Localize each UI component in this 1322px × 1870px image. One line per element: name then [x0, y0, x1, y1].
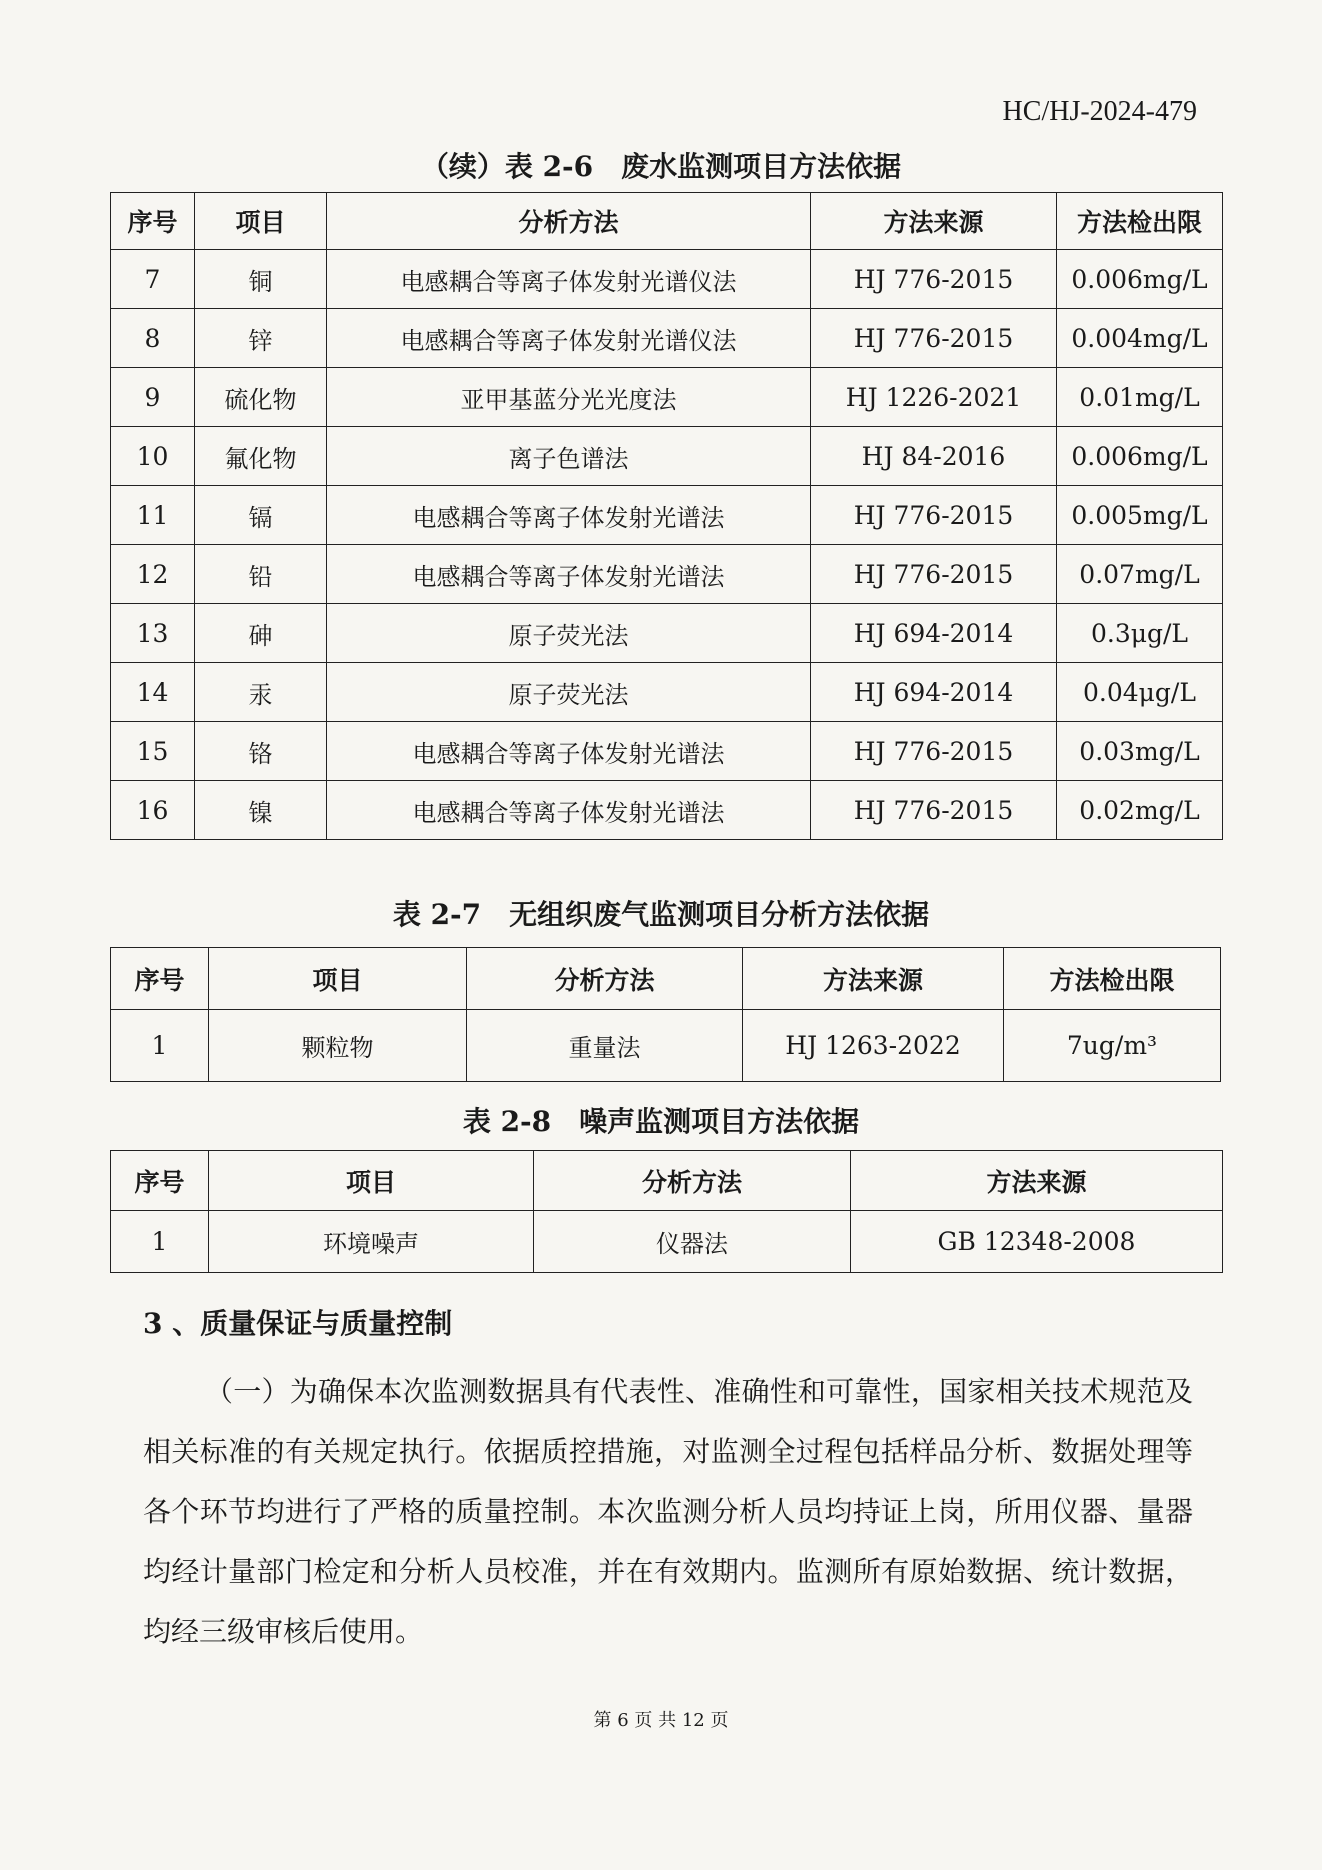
header-method: 分析方法	[534, 1151, 851, 1211]
table-row	[111, 604, 1223, 663]
table-row	[111, 486, 1223, 545]
header-seq: 序号	[111, 1151, 209, 1211]
cell-item: 镍	[195, 781, 327, 840]
cell-limit: 0.3μg/L	[1057, 604, 1223, 663]
table-row	[111, 368, 1223, 427]
cell-item: 镉	[195, 486, 327, 545]
cell-source: HJ 776-2015	[811, 250, 1057, 309]
cell-seq: 14	[111, 663, 195, 722]
page-footer: 第 6 页 共 12 页	[593, 1710, 729, 1731]
cell-method: 离子色谱法	[327, 427, 811, 486]
cell-limit: 0.004mg/L	[1057, 309, 1223, 368]
table-row	[111, 545, 1223, 604]
cell-method: 电感耦合等离子体发射光谱法	[327, 781, 811, 840]
table-2-7	[110, 947, 1221, 1082]
cell-source: HJ 776-2015	[811, 545, 1057, 604]
cell-item: 铬	[195, 722, 327, 781]
cell-limit: 0.006mg/L	[1057, 250, 1223, 309]
cell-source: HJ 776-2015	[811, 486, 1057, 545]
header-source: 方法来源	[811, 193, 1057, 250]
table-2-8	[110, 1150, 1223, 1273]
table-row	[111, 1211, 1223, 1273]
cell-seq: 8	[111, 309, 195, 368]
cell-limit: 0.02mg/L	[1057, 781, 1223, 840]
cell-source: HJ 1263-2022	[743, 1010, 1004, 1082]
cell-item: 环境噪声	[209, 1211, 534, 1273]
header-item: 项目	[195, 193, 327, 250]
cell-item: 颗粒物	[209, 1010, 467, 1082]
header-source: 方法来源	[851, 1151, 1223, 1211]
cell-seq: 16	[111, 781, 195, 840]
cell-source: HJ 776-2015	[811, 309, 1057, 368]
cell-limit: 0.006mg/L	[1057, 427, 1223, 486]
cell-seq: 1	[111, 1211, 209, 1273]
table-2-6	[110, 192, 1223, 840]
cell-item: 氟化物	[195, 427, 327, 486]
cell-method: 亚甲基蓝分光光度法	[327, 368, 811, 427]
cell-limit: 0.03mg/L	[1057, 722, 1223, 781]
header-source: 方法来源	[743, 948, 1004, 1010]
cell-limit: 0.04μg/L	[1057, 663, 1223, 722]
header-item: 项目	[209, 948, 467, 1010]
cell-method: 原子荧光法	[327, 663, 811, 722]
cell-limit: 0.01mg/L	[1057, 368, 1223, 427]
cell-seq: 1	[111, 1010, 209, 1082]
table-row	[111, 722, 1223, 781]
section-heading: 3 、质量保证与质量控制	[143, 1307, 453, 1340]
quality-control-paragraph: （一）为确保本次监测数据具有代表性、准确性和可靠性，国家相关技术规范及相关标准的有关规定执行。依据质控措施，对监测全过程包括样品分析、数据处理等各个环节均进行了严格的质量控制。本次监测分析人员均持证上岗，所用仪器、量器均经计量部门检定和分析人员校准，并在有效期内。监测所有原始数据、统计数据，均经三级审核后使用。	[143, 1375, 1193, 1648]
cell-item: 铜	[195, 250, 327, 309]
cell-item: 锌	[195, 309, 327, 368]
cell-item: 硫化物	[195, 368, 327, 427]
document-code: HC/HJ-2024-479	[1002, 96, 1197, 127]
cell-seq: 7	[111, 250, 195, 309]
cell-item: 汞	[195, 663, 327, 722]
header-method: 分析方法	[327, 193, 811, 250]
cell-method: 电感耦合等离子体发射光谱法	[327, 722, 811, 781]
cell-source: HJ 776-2015	[811, 722, 1057, 781]
cell-method: 重量法	[467, 1010, 743, 1082]
table-row	[111, 663, 1223, 722]
cell-method: 电感耦合等离子体发射光谱法	[327, 545, 811, 604]
cell-limit: 7ug/m³	[1004, 1010, 1221, 1082]
cell-method: 电感耦合等离子体发射光谱仪法	[327, 250, 811, 309]
table-2-8-caption: 表 2-8 噪声监测项目方法依据	[462, 1105, 860, 1138]
cell-seq: 12	[111, 545, 195, 604]
cell-source: HJ 1226-2021	[811, 368, 1057, 427]
header-method: 分析方法	[467, 948, 743, 1010]
cell-method: 原子荧光法	[327, 604, 811, 663]
cell-source: HJ 694-2014	[811, 604, 1057, 663]
header-limit: 方法检出限	[1004, 948, 1221, 1010]
cell-source: HJ 694-2014	[811, 663, 1057, 722]
cell-limit: 0.07mg/L	[1057, 545, 1223, 604]
table-row	[111, 427, 1223, 486]
table-row	[111, 309, 1223, 368]
cell-seq: 13	[111, 604, 195, 663]
cell-seq: 9	[111, 368, 195, 427]
cell-seq: 11	[111, 486, 195, 545]
table-row	[111, 781, 1223, 840]
table-2-6-caption: （续）表 2-6 废水监测项目方法依据	[420, 150, 902, 183]
table-header-row	[111, 948, 1221, 1010]
table-header-row	[111, 193, 1223, 250]
cell-item: 砷	[195, 604, 327, 663]
cell-limit: 0.005mg/L	[1057, 486, 1223, 545]
cell-seq: 15	[111, 722, 195, 781]
cell-method: 仪器法	[534, 1211, 851, 1273]
table-header-row	[111, 1151, 1223, 1211]
cell-method: 电感耦合等离子体发射光谱法	[327, 486, 811, 545]
cell-seq: 10	[111, 427, 195, 486]
table-2-7-caption: 表 2-7 无组织废气监测项目分析方法依据	[392, 898, 930, 931]
header-limit: 方法检出限	[1057, 193, 1223, 250]
cell-item: 铅	[195, 545, 327, 604]
table-row	[111, 250, 1223, 309]
table-row	[111, 1010, 1221, 1082]
cell-source: GB 12348-2008	[851, 1211, 1223, 1273]
header-seq: 序号	[111, 948, 209, 1010]
cell-source: HJ 84-2016	[811, 427, 1057, 486]
header-seq: 序号	[111, 193, 195, 250]
cell-method: 电感耦合等离子体发射光谱仪法	[327, 309, 811, 368]
cell-source: HJ 776-2015	[811, 781, 1057, 840]
header-item: 项目	[209, 1151, 534, 1211]
